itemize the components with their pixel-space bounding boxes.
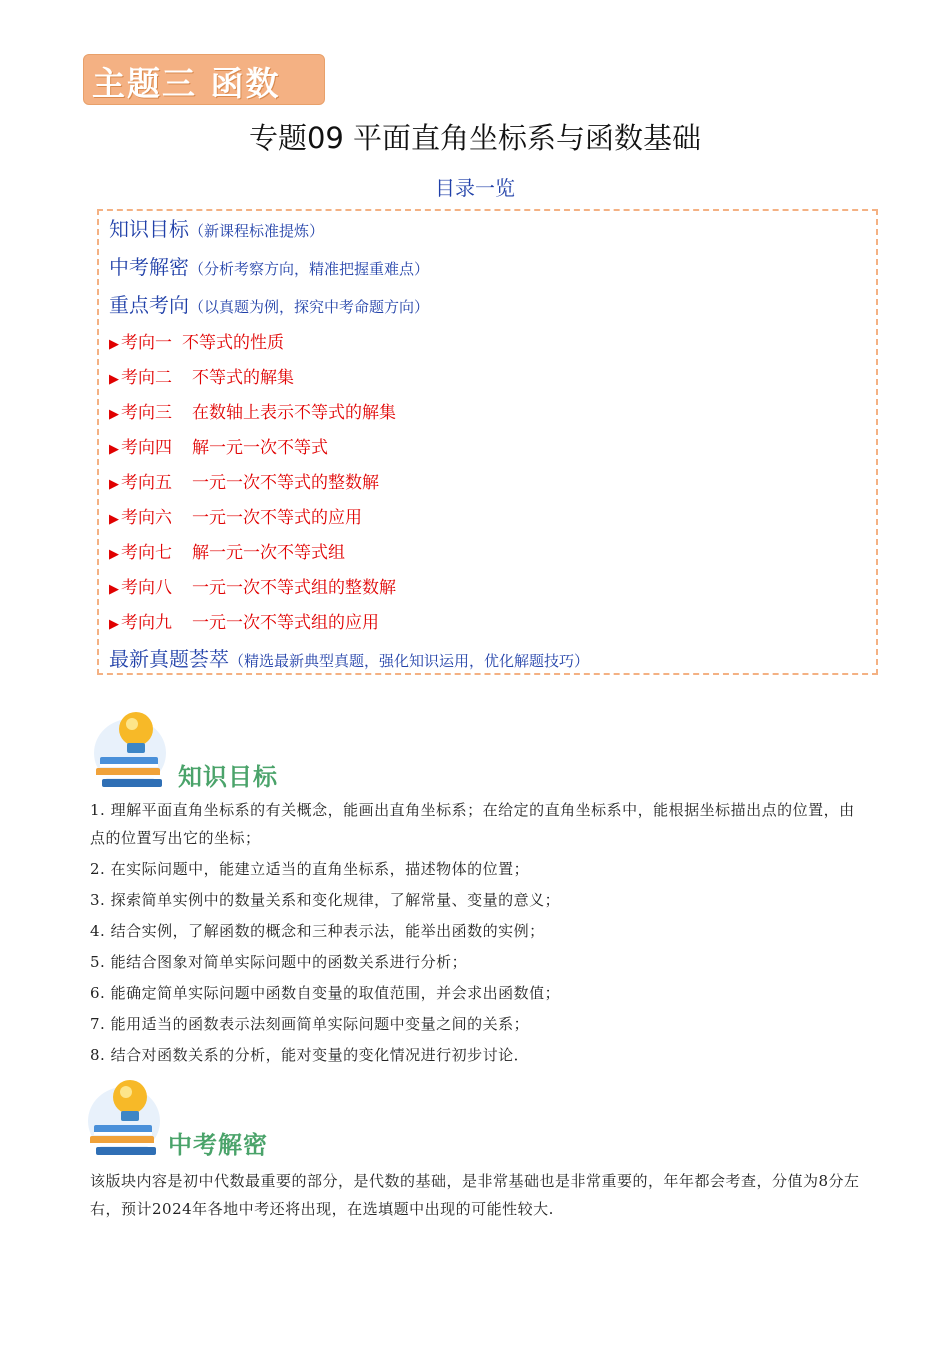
triangle-right-icon: ▶ — [109, 547, 119, 562]
direction-label: 考向八 — [121, 578, 172, 598]
direction-label: 考向一 — [121, 333, 172, 353]
toc-direction-5[interactable] — [109, 468, 379, 493]
toc-item-sub: （精选最新典型真题，强化知识运用，优化解题技巧） — [229, 652, 590, 670]
knowledge-list — [90, 796, 860, 1069]
toc-direction-2[interactable] — [109, 363, 294, 388]
direction-title: 一元一次不等式的应用 — [192, 508, 362, 528]
triangle-right-icon: ▶ — [109, 372, 119, 387]
toc-item-latest[interactable] — [109, 643, 589, 672]
theme-badge — [83, 54, 325, 105]
triangle-right-icon: ▶ — [109, 442, 119, 457]
exam-paragraph: 该版块内容是初中代数最重要的部分，是代数的基础，是非常基础也是非常重要的，年年都会考查，分值为8分左右，预计2024年各地中考还将出现，在选填题中出现的可能性较大. — [90, 1172, 860, 1218]
toc-item-sub: （新课程标准提炼） — [189, 222, 325, 240]
direction-label: 考向三 — [121, 403, 172, 423]
list-item: 1. 理解平面直角坐标系的有关概念，能画出直角坐标系；在给定的直角坐标系中，能根据坐标描出点的位置，由点的位置写出它的坐标； — [90, 801, 855, 847]
triangle-right-icon: ▶ — [109, 407, 119, 422]
triangle-right-icon: ▶ — [109, 512, 119, 527]
triangle-right-icon: ▶ — [109, 337, 119, 352]
lightbulb-books-icon — [86, 1073, 166, 1159]
triangle-right-icon: ▶ — [109, 582, 119, 597]
triangle-right-icon: ▶ — [109, 477, 119, 492]
toc-direction-3[interactable] — [109, 398, 396, 423]
list-item: 5. 能结合图象对简单实际问题中的函数关系进行分析； — [90, 953, 468, 971]
toc-heading: 目录一览 — [435, 176, 515, 200]
toc-item-main: 重点考向 — [109, 293, 189, 317]
direction-title: 不等式的性质 — [182, 333, 284, 353]
direction-label: 考向二 — [121, 368, 172, 388]
direction-label: 考向九 — [121, 613, 172, 633]
toc-item-main: 中考解密 — [109, 255, 189, 279]
direction-title: 一元一次不等式的整数解 — [192, 473, 379, 493]
toc-item-sub: （分析考察方向，精准把握重难点） — [189, 260, 430, 278]
list-item: 3. 探索简单实例中的数量关系和变化规律，了解常量、变量的意义； — [90, 891, 561, 909]
toc-direction-1[interactable] — [109, 328, 284, 353]
direction-title: 在数轴上表示不等式的解集 — [192, 403, 396, 423]
toc-item-directions[interactable] — [109, 289, 429, 318]
toc-item-main: 最新真题荟萃 — [109, 647, 229, 671]
direction-title: 不等式的解集 — [192, 368, 294, 388]
table-of-contents — [97, 209, 878, 675]
toc-direction-7[interactable] — [109, 538, 345, 563]
toc-direction-6[interactable] — [109, 503, 362, 528]
list-item: 7. 能用适当的函数表示法刻画简单实际问题中变量之间的关系； — [90, 1015, 530, 1033]
toc-item-knowledge[interactable] — [109, 213, 324, 242]
direction-label: 考向六 — [121, 508, 172, 528]
toc-item-sub: （以真题为例，探究中考命题方向） — [189, 298, 430, 316]
toc-direction-8[interactable] — [109, 573, 396, 598]
direction-title: 解一元一次不等式 — [192, 438, 328, 458]
section-title-knowledge: 知识目标 — [178, 763, 278, 791]
direction-title: 一元一次不等式组的整数解 — [192, 578, 396, 598]
lightbulb-books-icon — [92, 705, 172, 791]
toc-direction-9[interactable] — [109, 608, 379, 633]
direction-label: 考向七 — [121, 543, 172, 563]
direction-title: 解一元一次不等式组 — [192, 543, 345, 563]
direction-title: 一元一次不等式组的应用 — [192, 613, 379, 633]
toc-direction-4[interactable] — [109, 433, 328, 458]
direction-label: 考向四 — [121, 438, 172, 458]
toc-item-main: 知识目标 — [109, 217, 189, 241]
section-title-exam: 中考解密 — [168, 1131, 268, 1159]
toc-item-exam[interactable] — [109, 251, 429, 280]
triangle-right-icon: ▶ — [109, 617, 119, 632]
list-item: 6. 能确定简单实际问题中函数自变量的取值范围，并会求出函数值； — [90, 984, 561, 1002]
theme-badge-label: 主题三 函数 — [92, 64, 281, 103]
list-item: 8. 结合对函数关系的分析，能对变量的变化情况进行初步讨论． — [90, 1046, 530, 1064]
page-title: 专题09 平面直角坐标系与函数基础 — [248, 121, 702, 155]
list-item: 2. 在实际问题中，能建立适当的直角坐标系，描述物体的位置； — [90, 860, 530, 878]
list-item: 4. 结合实例，了解函数的概念和三种表示法，能举出函数的实例； — [90, 922, 545, 940]
direction-label: 考向五 — [121, 473, 172, 493]
